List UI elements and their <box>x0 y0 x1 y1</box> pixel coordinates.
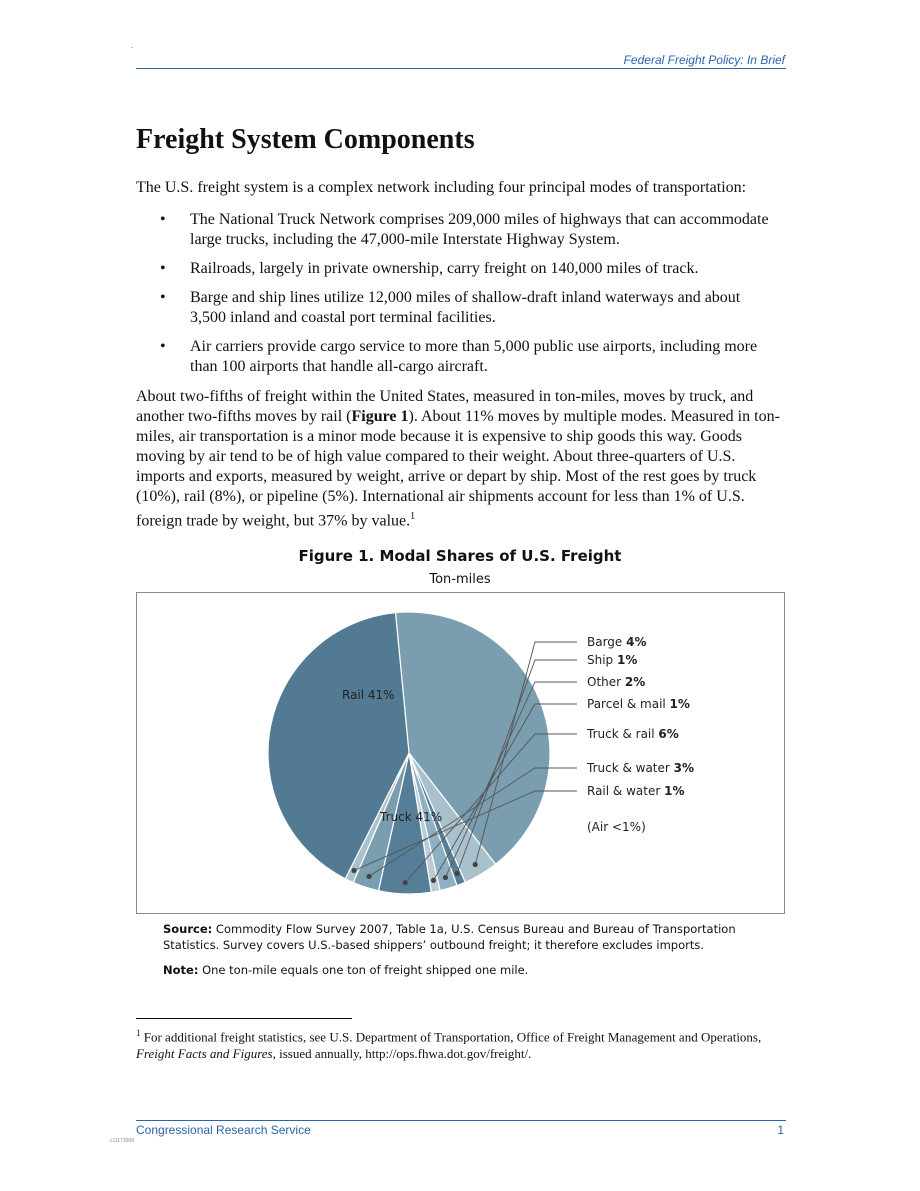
paragraph-text: ). About 11% moves by multiple modes. Measured in ton-miles, air transportation is a minor mode because it is expensive to ship goods this way. Goods moving by air tend to be of high value compared to their weight. About three-quarters of U.S. imports and exports, measured by weight, arrive or depart by ship. Most of the rest goes by truck (10%), rail (8%), or pipeline (5%). International air shipments account for less than 1% of U.S. foreign trade by weight, but 37% by value. <box>136 408 780 530</box>
footnote-reference[interactable]: 1 <box>410 511 416 522</box>
legend-label-ship <box>587 653 637 667</box>
list-item <box>136 259 776 279</box>
legend-value-other: 2% <box>624 675 646 689</box>
legend-name-truck-water: Truck & water <box>587 761 674 775</box>
page-number: 1 <box>777 1123 784 1137</box>
legend-name-other: Other <box>587 675 625 689</box>
pie-slices <box>268 612 550 894</box>
running-header-title: Federal Freight Policy: In Brief <box>623 53 785 67</box>
footnote-publication-title: Freight Facts and Figures <box>136 1046 273 1062</box>
legend-value-barge: 4% <box>626 635 647 649</box>
figure-subtitle: Ton-miles <box>429 572 491 587</box>
freight-shares-paragraph <box>136 387 786 531</box>
legend-label-truck-rail <box>586 727 679 741</box>
footer-publisher: Congressional Research Service <box>136 1123 311 1137</box>
legend-label-air: (Air <1%) <box>587 820 646 834</box>
legend-name-truck-rail: Truck & rail <box>587 727 659 741</box>
footer-rule <box>136 1120 786 1121</box>
footnote-rule <box>136 1018 352 1019</box>
leader-dot-truck-water <box>367 874 372 879</box>
intro-paragraph: The U.S. freight system is a complex network including four principal modes of transportation: <box>136 179 747 196</box>
legend-value-truck-water: 3% <box>673 761 695 775</box>
note-label: Note: <box>163 963 199 977</box>
legend-value-ship: 1% <box>617 653 638 667</box>
slice-label-rail: Rail 41% <box>342 688 395 702</box>
legend-label-rail-water <box>587 784 684 798</box>
leader-dot-ship <box>454 871 459 876</box>
legend-name-ship: Ship <box>587 653 617 667</box>
header-mark: . <box>131 41 134 50</box>
footnote-text: For additional freight statistics, see U.S. Department of Transportation, Office of Freight Management and Operations, <box>140 1029 762 1045</box>
slice-label-truck: Truck 41% <box>380 810 443 824</box>
header-rule <box>136 68 786 69</box>
page-title: Freight System Components <box>136 124 475 155</box>
leader-dot-barge <box>473 862 478 867</box>
legend-name-rail-water: Rail & water <box>587 784 665 798</box>
leader-dot-rail-water <box>351 868 356 873</box>
modes-bullet-list <box>136 210 776 386</box>
pie-chart-frame <box>136 592 785 914</box>
legend-name-barge: Barge <box>587 635 627 649</box>
list-item <box>136 337 776 377</box>
bullet-icon: • <box>160 289 166 306</box>
list-item <box>136 210 776 250</box>
list-item <box>136 288 776 328</box>
bullet-icon: • <box>160 260 166 277</box>
leader-dot-other <box>443 875 448 880</box>
source-text: Commodity Flow Survey 2007, Table 1a, U.S. Census Bureau and Bureau of Transportation Statistics. Survey covers U.S.-based shippers’ outbound freight; it therefore excludes imports. <box>163 922 736 952</box>
bullet-text: Barge and ship lines utilize 12,000 miles of shallow-draft inland waterways and about 3,500 inland and coastal port terminal facilities. <box>190 289 741 326</box>
source-label: Source: <box>163 922 213 936</box>
figure-reference-link[interactable]: Figure 1 <box>351 408 409 425</box>
document-code: c11173008 <box>110 1138 135 1144</box>
legend-value-parcel-mail: 1% <box>669 697 690 711</box>
figure-title: Figure 1. Modal Shares of U.S. Freight <box>298 547 622 565</box>
footnote-number: 1 <box>136 1028 141 1038</box>
legend-value-rail-water: 1% <box>664 784 685 798</box>
bullet-text: Air carriers provide cargo service to more than 5,000 public use airports, including more than 100 airports that handle all-cargo aircraft. <box>190 338 758 375</box>
footnote-text-end: , issued annually, http://ops.fhwa.dot.gov/freight/. <box>272 1046 532 1062</box>
legend-label-barge <box>587 635 647 649</box>
leader-dot-parcel-mail <box>431 878 436 883</box>
paragraph-text: About two-fifths of freight within the United States, measured in ton-miles, moves by truck, and another two-fifths moves by rail ( <box>136 388 754 425</box>
pie-chart <box>137 593 784 913</box>
legend-label-parcel-mail <box>587 697 690 711</box>
figure-note <box>163 962 778 978</box>
footnote <box>136 1025 786 1062</box>
legend-label-other <box>587 675 645 689</box>
note-text: One ton-mile equals one ton of freight shipped one mile. <box>202 963 529 977</box>
bullet-text: The National Truck Network comprises 209,000 miles of highways that can accommodate large trucks, including the 47,000-mile Interstate Highway System. <box>190 211 769 248</box>
bullet-icon: • <box>160 338 166 355</box>
legend-name-parcel-mail: Parcel & mail <box>587 697 670 711</box>
figure-source <box>163 921 778 953</box>
bullet-text: Railroads, largely in private ownership, carry freight on 140,000 miles of track. <box>190 260 699 277</box>
bullet-icon: • <box>160 211 166 228</box>
legend-value-truck-rail: 6% <box>658 727 679 741</box>
leader-dot-truck-rail <box>403 880 408 885</box>
legend-label-truck-water <box>586 761 694 775</box>
